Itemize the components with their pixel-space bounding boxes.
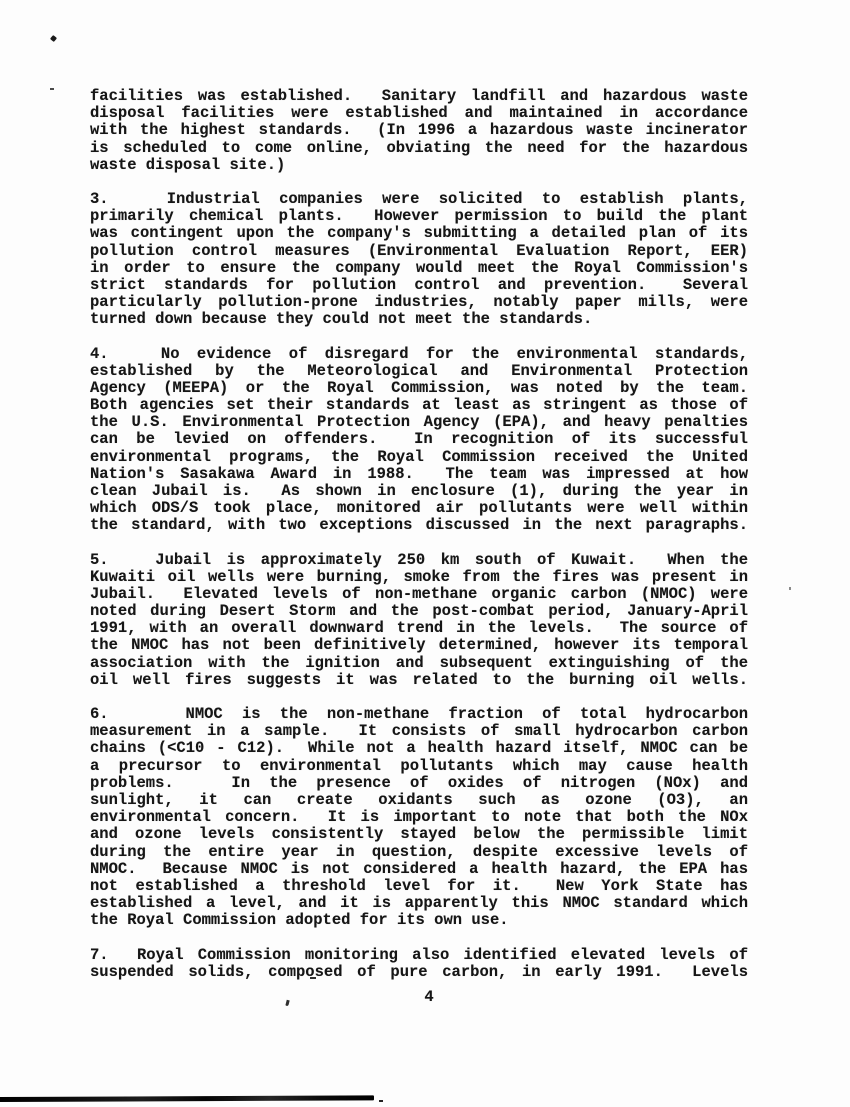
- text-line: NMOC. Because NMOC is not considered a health hazard, the EPA has: [90, 859, 748, 878]
- paragraph-5: [90, 552, 748, 689]
- text-line: with the highest standards. (In 1996 a hazardous waste incinerator: [90, 121, 748, 140]
- text-line: 3. Industrial companies were solicited to establish plants,: [90, 190, 748, 209]
- text-line: in order to ensure the company would meet the Royal Commission's: [90, 258, 748, 277]
- text-line: which ODS/S took place, monitored air pollutants were well within: [90, 499, 748, 518]
- text-line: primarily chemical plants. However permission to build the plant: [90, 207, 748, 226]
- text-line: 6. NMOC is the non-methane fraction of total hydrocarbon: [90, 705, 748, 724]
- text-line: disposal facilities were established and maintained in accordance: [90, 104, 748, 123]
- text-line: strict standards for pollution control and prevention. Several: [90, 275, 748, 294]
- text-line: environmental programs, the Royal Commission received the United: [90, 447, 748, 466]
- paragraph-6: [90, 706, 748, 929]
- text-line: the NMOC has not been definitively determined, however its temporal: [90, 636, 748, 655]
- document-text-block: [90, 88, 748, 981]
- text-line: 1991, with an overall downward trend in the levels. The source of: [90, 619, 748, 638]
- text-line: Both agencies set their standards at least as stringent as those of: [90, 396, 748, 415]
- text-line: Kuwaiti oil wells were burning, smoke from the fires was present in: [90, 567, 748, 586]
- text-line: during the entire year in question, despite excessive levels of: [90, 842, 748, 861]
- text-line: 5. Jubail is approximately 250 km south of Kuwait. When the: [90, 550, 748, 569]
- scan-speck: [379, 1100, 383, 1102]
- paragraph-7: [90, 947, 748, 981]
- text-line: oil well fires suggests it was related to the burning oil wells.: [90, 670, 748, 689]
- paragraph-3: [90, 191, 748, 328]
- text-line: pollution control measures (Environmental Evaluation Report, EER): [90, 241, 748, 260]
- text-line: a precursor to environmental pollutants which may cause health: [90, 756, 748, 775]
- text-line: noted during Desert Storm and the post-combat period, January-April: [90, 602, 748, 621]
- text-line: particularly pollution-prone industries, notably paper mills, were: [90, 293, 748, 312]
- text-line: clean Jubail is. As shown in enclosure (1), during the year in: [90, 481, 748, 500]
- text-line: the Royal Commission adopted for its own use.: [90, 911, 509, 930]
- text-line: and ozone levels consistently stayed below the permissible limit: [90, 825, 748, 844]
- text-line: 4. No evidence of disregard for the environmental standards,: [90, 344, 748, 363]
- scan-speck: [50, 88, 54, 90]
- paragraph-continuation: [90, 88, 748, 174]
- text-line: Jubail. Elevated levels of non-methane organic carbon (NMOC) were: [90, 584, 748, 603]
- text-line: environmental concern. It is important to note that both the NOx: [90, 808, 748, 827]
- text-line: was contingent upon the company's submitting a detailed plan of its: [90, 224, 748, 243]
- text-line: facilities was established. Sanitary landfill and hazardous waste: [90, 87, 748, 105]
- text-line: waste disposal site.): [90, 155, 286, 174]
- text-line: measurement in a sample. It consists of small hydrocarbon carbon: [90, 722, 748, 741]
- text-line: problems. In the presence of oxides of nitrogen (NOx) and: [90, 773, 748, 792]
- text-line: not established a threshold level for it. New York State has: [90, 876, 748, 895]
- text-line: 7. Royal Commission monitoring also identified elevated levels of: [90, 945, 748, 964]
- scan-speck: [50, 35, 57, 42]
- text-line: is scheduled to come online, obviating the need for the hazardous: [90, 138, 748, 157]
- text-line: turned down because they could not meet the standards.: [90, 310, 593, 329]
- bottom-scan-bar: [0, 1095, 374, 1102]
- text-line: chains (<C10 - C12). While not a health hazard itself, NMOC can be: [90, 739, 748, 758]
- text-line: Agency (MEEPA) or the Royal Commission, was noted by the team.: [90, 378, 748, 397]
- text-line: established a level, and it is apparently this NMOC standard which: [90, 894, 748, 913]
- text-line: association with the ignition and subsequent extinguishing of the: [90, 653, 748, 672]
- page-number: 4: [424, 988, 434, 1006]
- text-line: suspended solids, composed of pure carbon, in early 1991. Levels: [90, 962, 748, 981]
- text-line: the standard, with two exceptions discussed in the next paragraphs.: [90, 516, 748, 535]
- scan-speck: [789, 587, 791, 590]
- text-line: the U.S. Environmental Protection Agency (EPA), and heavy penalties: [90, 413, 748, 432]
- text-line: established by the Meteorological and Environmental Protection: [90, 361, 748, 380]
- text-line: can be levied on offenders. In recognition of its successful: [90, 430, 748, 449]
- text-line: sunlight, it can create oxidants such as ozone (O3), an: [90, 790, 748, 809]
- paragraph-4: [90, 346, 748, 535]
- text-line: Nation's Sasakawa Award in 1988. The team was impressed at how: [90, 464, 748, 483]
